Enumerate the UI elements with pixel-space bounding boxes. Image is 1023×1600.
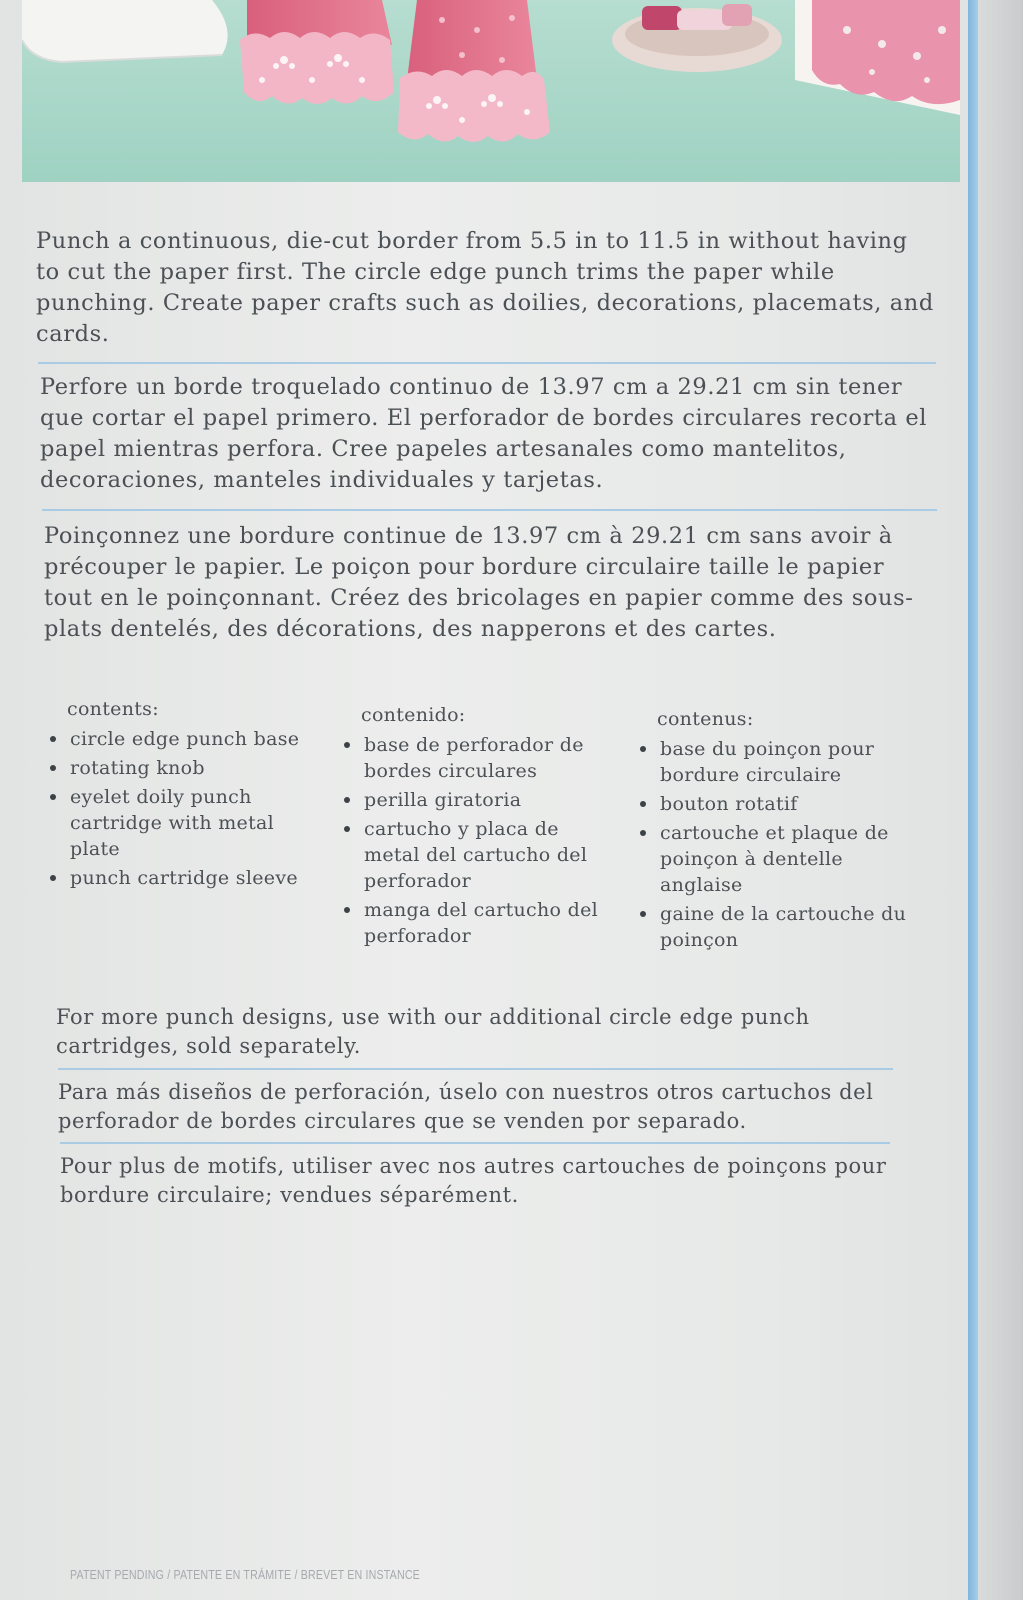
blue-edge-stripe xyxy=(968,0,978,1600)
list-item: eyelet doily punch cartridge with metal plate xyxy=(46,784,321,862)
list-item: punch cartridge sleeve xyxy=(46,865,321,891)
list-item: perilla giratoria xyxy=(340,787,615,813)
list-item: rotating knob xyxy=(46,755,321,781)
divider xyxy=(42,509,937,511)
contents-fr xyxy=(636,706,926,956)
list-item: cartouche et plaque de poinçon à dentelle anglaise xyxy=(636,820,926,898)
contents-en xyxy=(46,696,321,894)
contents-heading-en: contents: xyxy=(67,698,159,720)
list-item: base du poinçon pour bordure circulaire xyxy=(636,736,926,788)
more-designs-en: For more punch designs, use with our additional circle edge punch cartridges, sold separately. xyxy=(56,1005,810,1058)
contents-list-es xyxy=(340,732,615,949)
list-item: circle edge punch base xyxy=(46,726,321,752)
description-es: Perfore un borde troquelado continuo de 13.97 cm a 29.21 cm sin tener que cortar el papel primero. El perforador de bordes circulares recorta el papel mientras perfora. Cree papeles artesanales como mantelitos, decoraciones, manteles individuales y tarjetas. xyxy=(40,374,928,493)
list-item: base de perforador de bordes circulares xyxy=(340,732,615,784)
more-designs-es: Para más diseños de perforación, úselo con nuestros otros cartuchos del perforador de bordes circulares que se venden por separado. xyxy=(58,1080,874,1133)
party-hats-photo-icon xyxy=(22,0,960,182)
list-item: manga del cartucho del perforador xyxy=(340,897,615,949)
contents-list-fr xyxy=(636,736,926,953)
patent-notice: PATENT PENDING / PATENTE EN TRÁMITE / BREVET EN INSTANCE xyxy=(70,1567,420,1582)
contents-heading-fr: contenus: xyxy=(657,708,754,730)
contents-list-en xyxy=(46,726,321,891)
contents-es xyxy=(340,702,615,952)
divider xyxy=(60,1142,890,1144)
list-item: gaine de la cartouche du poinçon xyxy=(636,901,926,953)
list-item: cartucho y placa de metal del cartucho del perforador xyxy=(340,816,615,894)
divider xyxy=(58,1068,893,1070)
box-side-panel xyxy=(978,0,1023,1600)
product-photo xyxy=(22,0,960,182)
description-fr: Poinçonnez une bordure continue de 13.97 cm à 29.21 cm sans avoir à précouper le papier. Le poiçon pour bordure circulaire taille le papier tout en le poinçonnant. Créez des bricolages en papier comme des sous-plats dentelés, des décorations, des napperons et des cartes. xyxy=(44,523,914,642)
contents-heading-es: contenido: xyxy=(361,704,466,726)
description-en: Punch a continuous, die-cut border from 5.5 in to 11.5 in without having to cut the paper first. The circle edge punch trims the paper while punching. Create paper crafts such as doilies, decorations, placemats, and cards. xyxy=(36,228,934,347)
divider xyxy=(38,362,936,364)
more-designs-fr: Pour plus de motifs, utiliser avec nos autres cartouches de poinçons pour bordure circulaire; vendues séparément. xyxy=(60,1154,887,1207)
list-item: bouton rotatif xyxy=(636,791,926,817)
